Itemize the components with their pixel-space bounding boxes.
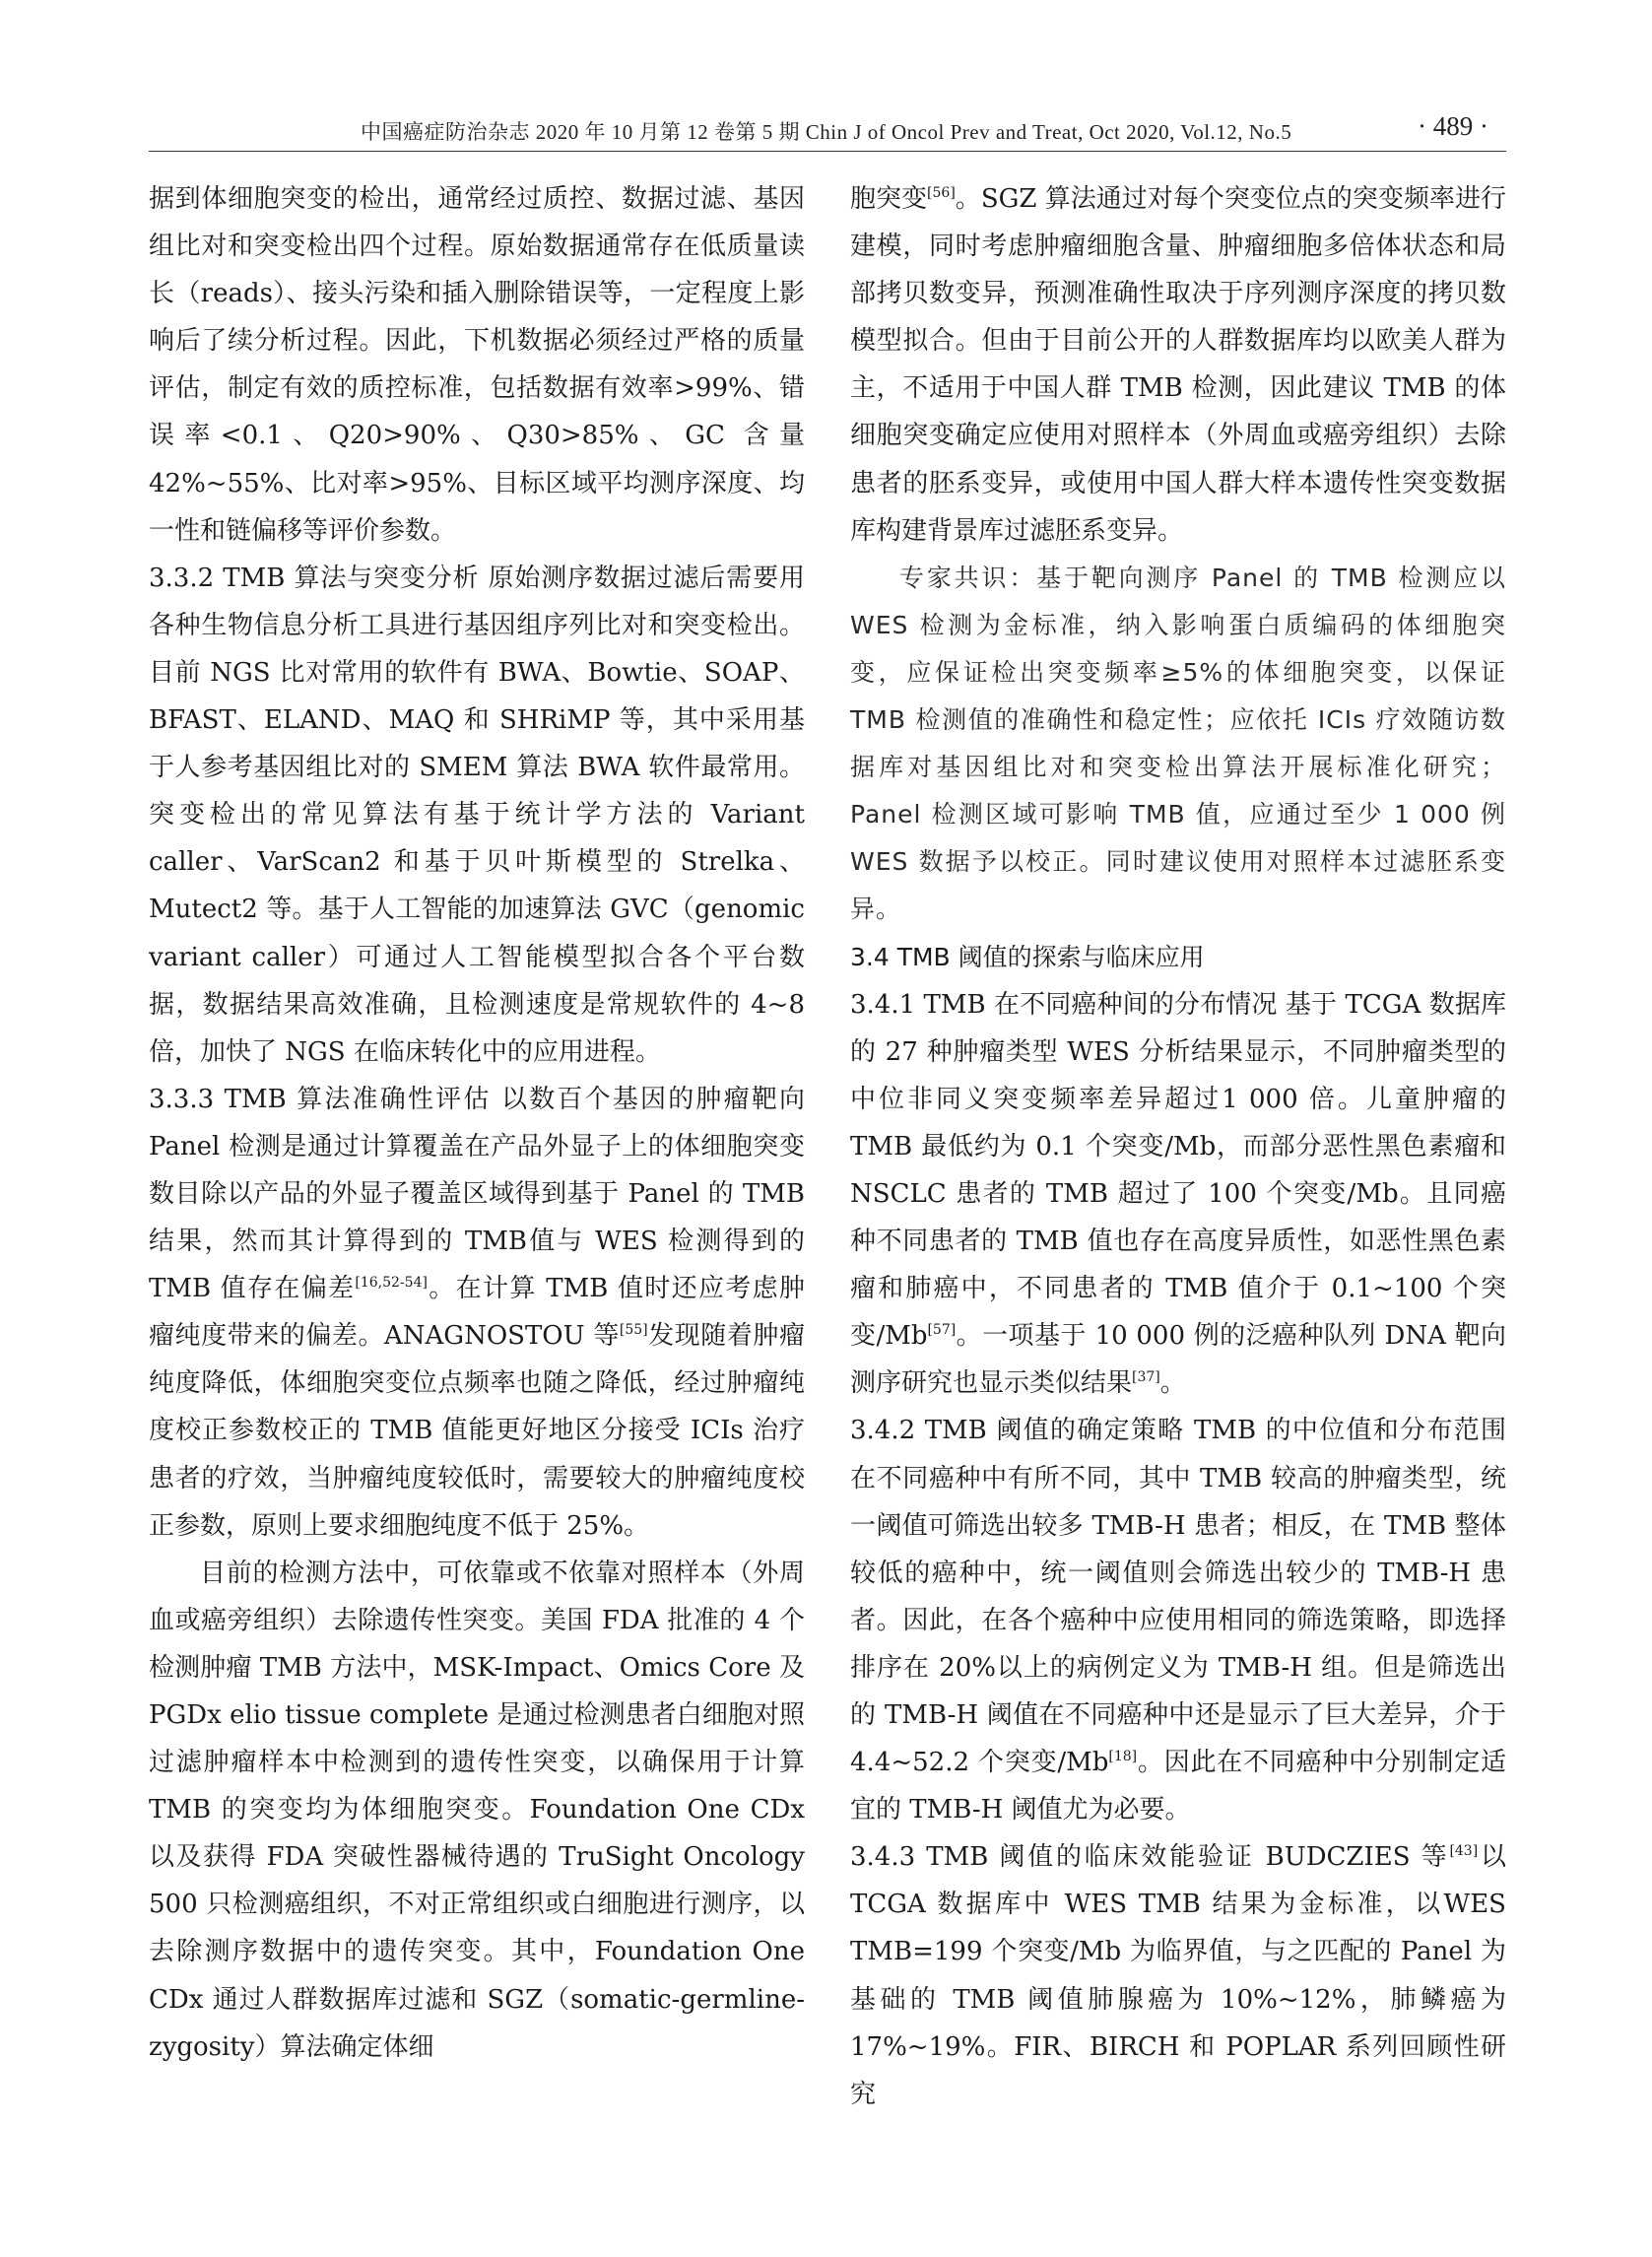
section-3-4-2: 3.4.2 TMB 阈值的确定策略 TMB 的中位值和分布范围在不同癌种中有所不同，其中 TMB 较高的肿瘤类型，统一阈值可筛选出较多 TMB-H 患者；相反，在 TMB 整体较低的癌种中，统一阈值则会筛选出较少的 TMB-H 患者。因此，在各个癌种中应使用相同的筛选策略，即选择排序在 20%以上的病例定义为 TMB-H 组。但是筛选出的 TMB-H 阈值在不同癌种中还是显示了巨大差异，介于 4.4~52.2 个突变/Mb[18]。因此在不同癌种中分别制定适宜的 TMB-H 阈值尤为必要。 [850,1416,1506,1826]
citation: [43] [1449,1843,1479,1860]
section-3-3-2: 3.3.2 TMB 算法与突变分析 原始测序数据过滤后需要用各种生物信息分析工具进行基因组序列比对和突变检出。目前 NGS 比对常用的软件有 BWA、Bowtie、SOAP、BFAST、ELAND、MAQ 和 SHRiMP 等，其中采用基于人参考基因组比对的 SMEM 算法 BWA 软件最常用。突变检出的常见算法有基于统计学方法的 Variant caller、VarScan2 和基于贝叶斯模型的 Strelka、Mutect2 等。基于人工智能的加速算法 GVC（genomic variant caller）可通过人工智能模型拟合各个平台数据，数据结果高效准确，且检测速度是常规软件的 4~8 倍，加快了 NGS 在临床转化中的应用进程。 [149,563,805,1067]
citation: [18] [1108,1749,1138,1765]
paragraph-sgz: 胞突变[56]。SGZ 算法通过对每个突变位点的突变频率进行建模，同时考虑肿瘤细胞含量、肿瘤细胞多倍体状态和局部拷贝数变异，预测准确性取决于序列测序深度的拷贝数模型拟合。但由于目前公开的人群数据库均以欧美人群为主，不适用于中国人群 TMB 检测，因此建议 TMB 的体细胞突变确定应使用对照样本（外周血或癌旁组织）去除患者的胚系变异，或使用中国人群大样本遗传性突变数据库构建背景库过滤胚系变异。 [850,184,1506,546]
section-3-4-1: 3.4.1 TMB 在不同癌种间的分布情况 基于 TCGA 数据库的 27 种肿瘤类型 WES 分析结果显示，不同肿瘤类型的中位非同义突变频率差异超过1 000 倍。儿童肿瘤的 TMB 最低约为 0.1 个突变/Mb，而部分恶性黑色素瘤和 NSCLC 患者的 TMB 超过了 100 个突变/Mb。且同癌种不同患者的 TMB 值也存在高度异质性，如恶性黑色素瘤和肺癌中，不同患者的 TMB 值介于 0.1~100 个突变/Mb[57]。一项基于 10 000 例的泛癌种队列 DNA 靶向测序研究也显示类似结果[37]。 [850,989,1506,1399]
citation: [56] [927,185,956,201]
section-3-4-heading: 3.4 TMB 阈值的探索与临床应用 [850,942,1205,971]
journal-citation: 中国癌症防治杂志 2020 年 10 月第 12 卷第 5 期 Chin J of Oncol Prev and Treat, Oct 2020, Vol.12, No.5 [361,120,1292,144]
page-number: · 489 · [1418,111,1488,141]
citation: [57] [927,1322,957,1339]
paragraph-germline-removal: 目前的检测方法中，可依靠或不依靠对照样本（外周血或癌旁组织）去除遗传性突变。美国 FDA 批准的 4 个检测肿瘤 TMB 方法中，MSK-Impact、Omics Core 及 PGDx elio tissue complete 是通过检测患者白细胞对照过滤肿瘤样本中检测到的遗传性突变，以确保用于计算 TMB 的突变均为体细胞突变。Foundation One CDx 以及获得 FDA 突破性器械待遇的 TruSight Oncology 500 只检测癌组织，不对正常组织或白细胞进行测序，以去除测序数据中的遗传突变。其中，Foundation One CDx 通过人群数据库过滤和 SGZ（somatic-germline-zygosity）算法确定体细 [149,1558,805,2062]
expert-consensus: 专家共识：基于靶向测序 Panel 的 TMB 检测应以 WES 检测为金标准，纳入影响蛋白质编码的体细胞突变，应保证检出突变频率≥5%的体细胞突变，以保证 TMB 检测值的准确性和稳定性；应依托 ICIs 疗效随访数据库对基因组比对和突变检出算法开展标准化研究；Panel 检测区域可影响 TMB 值，应通过至少 1 000 例 WES 数据予以校正。同时建议使用对照样本过滤胚系变异。 [850,563,1506,924]
left-column [149,175,805,2071]
running-header [149,102,1506,152]
right-column [850,175,1506,2118]
citation: [55] [619,1322,648,1339]
paragraph-qc: 据到体细胞突变的检出，通常经过质控、数据过滤、基因组比对和突变检出四个过程。原始数据通常存在低质量读长（reads）、接头污染和插入删除错误等，一定程度上影响后了续分析过程。因此，下机数据必须经过严格的质量评估，制定有效的质控标准，包括数据有效率>99%、错误率<0.1、Q20>90%、Q30>85%、GC 含量 42%~55%、比对率>95%、目标区域平均测序深度、均一性和链偏移等评价参数。 [149,184,805,546]
header-rule [149,151,1506,152]
citation: [16,52-54] [355,1275,428,1292]
citation: [37] [1132,1369,1160,1386]
section-3-3-3: 3.3.3 TMB 算法准确性评估 以数百个基因的肿瘤靶向 Panel 检测是通过计算覆盖在产品外显子上的体细胞突变数目除以产品的外显子覆盖区域得到基于 Panel 的 TMB 结果，然而其计算得到的 TMB值与 WES 检测得到的 TMB 值存在偏差[16,52-54]。在计算 TMB 值时还应考虑肿瘤纯度带来的偏差。ANAGNOSTOU 等[55]发现随着肿瘤纯度降低，体细胞突变位点频率也随之降低，经过肿瘤纯度校正参数校正的 TMB 值能更好地区分接受 ICIs 治疗患者的疗效，当肿瘤纯度较低时，需要较大的肿瘤纯度校正参数，原则上要求细胞纯度不低于 25%。 [149,1084,805,1541]
section-3-4-3: 3.4.3 TMB 阈值的临床效能验证 BUDCZIES 等[43]以 TCGA 数据库中 WES TMB 结果为金标准，以WES TMB=199 个突变/Mb 为临界值，与之匹配的 Panel 为基础的 TMB 阈值肺腺癌为 10%~12%，肺鳞癌为 17%~19%。FIR、BIRCH 和 POPLAR 系列回顾性研究 [850,1842,1506,2109]
